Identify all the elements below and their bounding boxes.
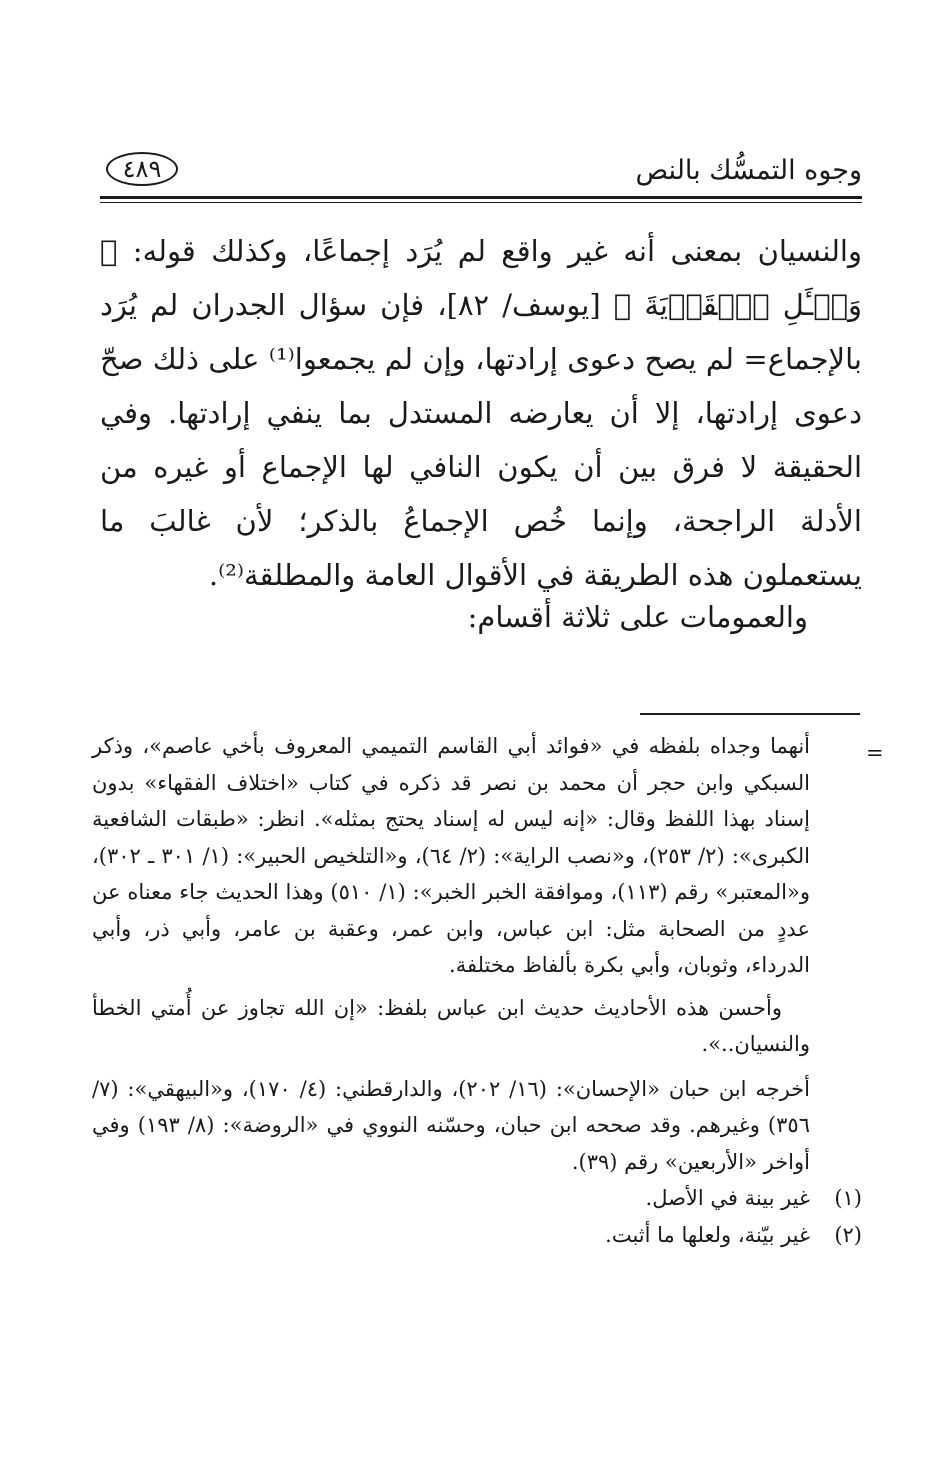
main-text (100, 224, 862, 602)
page-number: ٤٨٩ (106, 152, 178, 186)
footnotes (92, 728, 862, 1253)
footnote-continued-paragraph: أنهما وجداه بلفظه في «فوائد أبي القاسم التميمي المعروف بأخي عاصم»، وذكر السبكي وابن حجر أن محمد بن نصر قد ذكره في كتاب «اختلاف الفقهاء» بدون إسناد بهذا اللفظ وقال: «إنه ليس له إسناد يحتج بمثله». انظر: «طبقات الشافعية الكبرى»: (٢/ ٢٥٣)، و«نصب الراية»: (٢/ ٦٤)، و«التلخيص الحبير»: (١/ ٣٠١ ـ ٣٠٢)، و«المعتبر» رقم (١١٣)، وموافقة الخبر الخبر»: (١/ ٥١٠) وهذا الحديث جاء معناه عن عددٍ من الصحابة مثل: ابن عباس، وابن عمر، وعقبة بن عامر، وأبي ذر، وأبي الدرداء، وثوبان، وأبي بكرة بألفاظ مختلفة. (92, 734, 810, 977)
running-title: وجوه التمسُّك بالنص (635, 155, 862, 186)
main-paragraph: والنسيان بمعنى أنه غير واقع لم يُرَد إجماعًا، وكذلك قوله: ﴿ وَسۡـَٔلِ ٱلۡقَرۡيَةَ ﴾ [يوسف/ ٨٢]، فإن سؤال الجدران لم يُرَد بالإجماع= لم يصح دعوى إرادتها، وإن لم يجمعوا⁽¹⁾ على ذلك صحّ دعوى إرادتها، إلا أن يعارضه المستدل بما ينفي إرادتها. وفي الحقيقة لا فرق بين أن يكون النافي لها الإجماع أو غيره من الأدلة الراجحة، وإنما خُص الإجماعُ بالذكر؛ لأن غالبَ ما يستعملون هذه الطريقة في الأقوال العامة والمطلقة⁽²⁾. (100, 234, 863, 592)
header-rule (100, 196, 862, 199)
footnote-text: غير بينة في الأصل. (645, 1186, 810, 1210)
footnote-2 (92, 1217, 862, 1254)
footnote-text: غير بيّنة، ولعلها ما أثبت. (605, 1222, 810, 1247)
footnote-number: (٢) (834, 1222, 862, 1247)
footnote-1 (92, 1180, 862, 1217)
footnote-number: (١) (834, 1186, 862, 1210)
footnote-continuation-marker: = (866, 741, 884, 765)
header-rule-thin (100, 202, 862, 203)
footnote-separator (640, 713, 860, 715)
section-heading-line: والعمومات على ثلاثة أقسام: (467, 600, 808, 634)
footnote-paragraph: أخرجه ابن حبان «الإحسان»: (١٦/ ٢٠٢)، والدارقطني: (٤/ ١٧٠)، و«البيهقي»: (٧/ ٣٥٦) وغيرهم. وقد صححه ابن حبان، وحسّنه النووي في «الروضة»: (٨/ ١٩٣) وفي أواخر «الأربعين» رقم (٣٩). (92, 1076, 810, 1174)
footnote-paragraph: وأحسن هذه الأحاديث حديث ابن عباس بلفظ: «إن الله تجاوز عن أُمتي الخطأ والنسيان..». (92, 995, 810, 1056)
page-header (100, 150, 862, 196)
